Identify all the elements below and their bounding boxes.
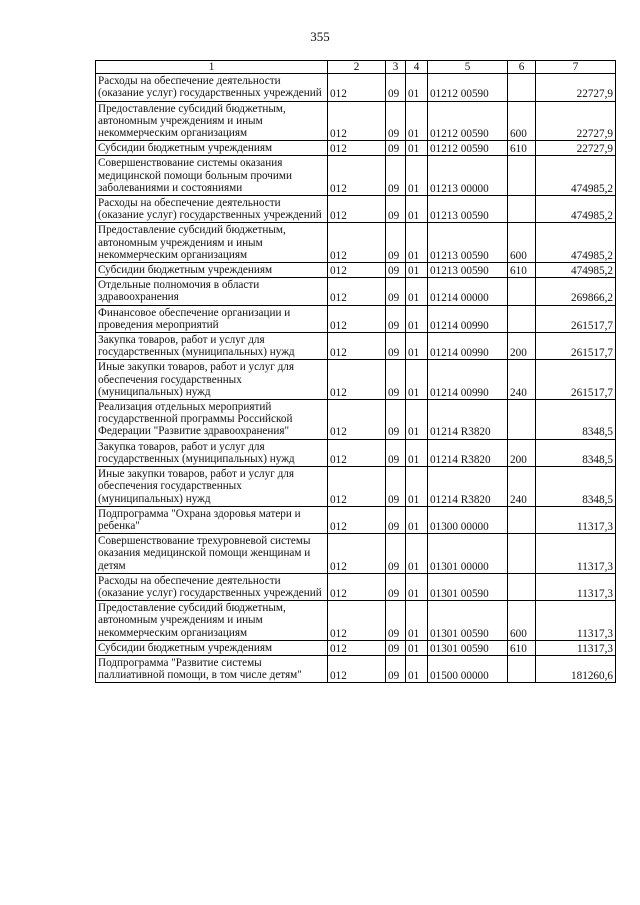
subsection-code: 01 xyxy=(406,400,428,440)
amount: 474985,2 xyxy=(536,223,616,263)
row-description: Закупка товаров, работ и услуг для государственных (муниципальных) нужд xyxy=(96,333,328,360)
expense-type-code: 610 xyxy=(508,640,536,655)
budget-table xyxy=(95,60,616,683)
target-article-code: 01300 00000 xyxy=(428,506,508,533)
amount: 474985,2 xyxy=(536,156,616,196)
expense-type-code: 610 xyxy=(508,263,536,278)
row-description: Расходы на обеспечение деятельности (оказание услуг) государственных учреждений xyxy=(96,573,328,600)
row-description: Совершенствование системы оказания медицинской помощи больным прочими заболеваниями и состояниями xyxy=(96,156,328,196)
section-code: 09 xyxy=(386,263,406,278)
target-article-code: 01212 00590 xyxy=(428,141,508,156)
subsection-code: 01 xyxy=(406,223,428,263)
expense-type-code xyxy=(508,400,536,440)
target-article-code: 01301 00590 xyxy=(428,601,508,641)
target-article-code: 01214 00990 xyxy=(428,305,508,332)
budget-admin-code: 012 xyxy=(328,101,386,141)
table-row xyxy=(96,506,616,533)
row-description: Субсидии бюджетным учреждениям xyxy=(96,141,328,156)
row-description: Отдельные полномочия в области здравоохранения xyxy=(96,278,328,305)
target-article-code: 01213 00000 xyxy=(428,156,508,196)
subsection-code: 01 xyxy=(406,305,428,332)
amount: 11317,3 xyxy=(536,601,616,641)
expense-type-code xyxy=(508,305,536,332)
table-row xyxy=(96,101,616,141)
page-number: 355 xyxy=(310,29,330,44)
table-row xyxy=(96,278,616,305)
expense-type-code: 600 xyxy=(508,101,536,141)
table-row xyxy=(96,439,616,466)
budget-admin-code: 012 xyxy=(328,223,386,263)
section-code: 09 xyxy=(386,278,406,305)
expense-type-code xyxy=(508,534,536,574)
section-code: 09 xyxy=(386,360,406,400)
section-code: 09 xyxy=(386,601,406,641)
row-description: Расходы на обеспечение деятельности (оказание услуг) государственных учреждений xyxy=(96,74,328,101)
amount: 11317,3 xyxy=(536,534,616,574)
header-cell: 3 xyxy=(386,61,406,74)
subsection-code: 01 xyxy=(406,278,428,305)
row-description: Иные закупки товаров, работ и услуг для обеспечения государственных (муниципальных) нужд xyxy=(96,360,328,400)
section-code: 09 xyxy=(386,506,406,533)
budget-admin-code: 012 xyxy=(328,439,386,466)
budget-admin-code: 012 xyxy=(328,141,386,156)
budget-admin-code: 012 xyxy=(328,400,386,440)
header-cell: 5 xyxy=(428,61,508,74)
section-code: 09 xyxy=(386,156,406,196)
header-cell: 4 xyxy=(406,61,428,74)
expense-type-code: 240 xyxy=(508,467,536,507)
subsection-code: 01 xyxy=(406,360,428,400)
subsection-code: 01 xyxy=(406,74,428,101)
target-article-code: 01213 00590 xyxy=(428,263,508,278)
target-article-code: 01214 00990 xyxy=(428,360,508,400)
table-row xyxy=(96,196,616,223)
section-code: 09 xyxy=(386,223,406,263)
subsection-code: 01 xyxy=(406,601,428,641)
expense-type-code xyxy=(508,655,536,682)
target-article-code: 01212 00590 xyxy=(428,101,508,141)
expense-type-code: 200 xyxy=(508,439,536,466)
row-description: Подпрограмма "Развитие системы паллиативной помощи, в том числе детям" xyxy=(96,655,328,682)
section-code: 09 xyxy=(386,439,406,466)
amount: 11317,3 xyxy=(536,573,616,600)
expense-type-code xyxy=(508,278,536,305)
subsection-code: 01 xyxy=(406,534,428,574)
target-article-code: 01214 00000 xyxy=(428,278,508,305)
row-description: Финансовое обеспечение организации и проведения мероприятий xyxy=(96,305,328,332)
budget-admin-code: 012 xyxy=(328,305,386,332)
amount: 181260,6 xyxy=(536,655,616,682)
section-code: 09 xyxy=(386,305,406,332)
budget-admin-code: 012 xyxy=(328,360,386,400)
amount: 8348,5 xyxy=(536,439,616,466)
amount: 8348,5 xyxy=(536,400,616,440)
expense-type-code: 200 xyxy=(508,333,536,360)
table-row xyxy=(96,305,616,332)
table-row xyxy=(96,156,616,196)
target-article-code: 01213 00590 xyxy=(428,223,508,263)
section-code: 09 xyxy=(386,74,406,101)
subsection-code: 01 xyxy=(406,101,428,141)
subsection-code: 01 xyxy=(406,333,428,360)
subsection-code: 01 xyxy=(406,640,428,655)
header-row xyxy=(96,61,616,74)
subsection-code: 01 xyxy=(406,156,428,196)
section-code: 09 xyxy=(386,141,406,156)
amount: 11317,3 xyxy=(536,506,616,533)
subsection-code: 01 xyxy=(406,196,428,223)
table-row xyxy=(96,223,616,263)
budget-admin-code: 012 xyxy=(328,156,386,196)
row-description: Предоставление субсидий бюджетным, автономным учреждениям и иным некоммерческим организациям xyxy=(96,601,328,641)
section-code: 09 xyxy=(386,640,406,655)
row-description: Подпрограмма "Охрана здоровья матери и ребенка" xyxy=(96,506,328,533)
target-article-code: 01214 R3820 xyxy=(428,439,508,466)
row-description: Реализация отдельных мероприятий государственной программы Российской Федерации "Развитие здравоохранения" xyxy=(96,400,328,440)
subsection-code: 01 xyxy=(406,655,428,682)
target-article-code: 01214 R3820 xyxy=(428,467,508,507)
subsection-code: 01 xyxy=(406,141,428,156)
budget-admin-code: 012 xyxy=(328,196,386,223)
table-row xyxy=(96,400,616,440)
row-description: Закупка товаров, работ и услуг для государственных (муниципальных) нужд xyxy=(96,439,328,466)
row-description: Субсидии бюджетным учреждениям xyxy=(96,640,328,655)
budget-admin-code: 012 xyxy=(328,655,386,682)
budget-admin-code: 012 xyxy=(328,333,386,360)
section-code: 09 xyxy=(386,400,406,440)
subsection-code: 01 xyxy=(406,263,428,278)
row-description: Субсидии бюджетным учреждениям xyxy=(96,263,328,278)
target-article-code: 01500 00000 xyxy=(428,655,508,682)
target-article-code: 01212 00590 xyxy=(428,74,508,101)
section-code: 09 xyxy=(386,101,406,141)
expense-type-code: 610 xyxy=(508,141,536,156)
section-code: 09 xyxy=(386,467,406,507)
expense-type-code xyxy=(508,156,536,196)
amount: 474985,2 xyxy=(536,196,616,223)
target-article-code: 01214 R3820 xyxy=(428,400,508,440)
amount: 11317,3 xyxy=(536,640,616,655)
section-code: 09 xyxy=(386,333,406,360)
header-cell: 7 xyxy=(536,61,616,74)
row-description: Совершенствование трехуровневой системы оказания медицинской помощи женщинам и детям xyxy=(96,534,328,574)
target-article-code: 01301 00590 xyxy=(428,640,508,655)
table-row xyxy=(96,640,616,655)
row-description: Расходы на обеспечение деятельности (оказание услуг) государственных учреждений xyxy=(96,196,328,223)
expense-type-code xyxy=(508,506,536,533)
table-row xyxy=(96,141,616,156)
expense-type-code: 600 xyxy=(508,223,536,263)
budget-admin-code: 012 xyxy=(328,467,386,507)
budget-admin-code: 012 xyxy=(328,278,386,305)
amount: 269866,2 xyxy=(536,278,616,305)
table-row xyxy=(96,74,616,101)
target-article-code: 01301 00000 xyxy=(428,534,508,574)
table-row xyxy=(96,360,616,400)
table-row xyxy=(96,655,616,682)
table-row xyxy=(96,333,616,360)
amount: 261517,7 xyxy=(536,333,616,360)
section-code: 09 xyxy=(386,196,406,223)
expense-type-code: 240 xyxy=(508,360,536,400)
budget-admin-code: 012 xyxy=(328,74,386,101)
table-row xyxy=(96,467,616,507)
row-description: Иные закупки товаров, работ и услуг для обеспечения государственных (муниципальных) нужд xyxy=(96,467,328,507)
budget-admin-code: 012 xyxy=(328,263,386,278)
amount: 474985,2 xyxy=(536,263,616,278)
table-body xyxy=(96,61,616,683)
subsection-code: 01 xyxy=(406,439,428,466)
amount: 22727,9 xyxy=(536,101,616,141)
target-article-code: 01301 00590 xyxy=(428,573,508,600)
budget-admin-code: 012 xyxy=(328,534,386,574)
row-description: Предоставление субсидий бюджетным, автономным учреждениям и иным некоммерческим организациям xyxy=(96,101,328,141)
budget-admin-code: 012 xyxy=(328,640,386,655)
expense-type-code xyxy=(508,196,536,223)
budget-admin-code: 012 xyxy=(328,573,386,600)
target-article-code: 01214 00990 xyxy=(428,333,508,360)
header-cell: 1 xyxy=(96,61,328,74)
header-cell: 2 xyxy=(328,61,386,74)
budget-admin-code: 012 xyxy=(328,601,386,641)
subsection-code: 01 xyxy=(406,573,428,600)
table-row xyxy=(96,263,616,278)
expense-type-code: 600 xyxy=(508,601,536,641)
target-article-code: 01213 00590 xyxy=(428,196,508,223)
table-row xyxy=(96,601,616,641)
expense-type-code xyxy=(508,74,536,101)
section-code: 09 xyxy=(386,573,406,600)
budget-admin-code: 012 xyxy=(328,506,386,533)
header-cell: 6 xyxy=(508,61,536,74)
row-description: Предоставление субсидий бюджетным, автономным учреждениям и иным некоммерческим организациям xyxy=(96,223,328,263)
amount: 8348,5 xyxy=(536,467,616,507)
amount: 22727,9 xyxy=(536,74,616,101)
subsection-code: 01 xyxy=(406,467,428,507)
amount: 22727,9 xyxy=(536,141,616,156)
amount: 261517,7 xyxy=(536,360,616,400)
expense-type-code xyxy=(508,573,536,600)
section-code: 09 xyxy=(386,534,406,574)
table-row xyxy=(96,573,616,600)
table-row xyxy=(96,534,616,574)
section-code: 09 xyxy=(386,655,406,682)
subsection-code: 01 xyxy=(406,506,428,533)
amount: 261517,7 xyxy=(536,305,616,332)
